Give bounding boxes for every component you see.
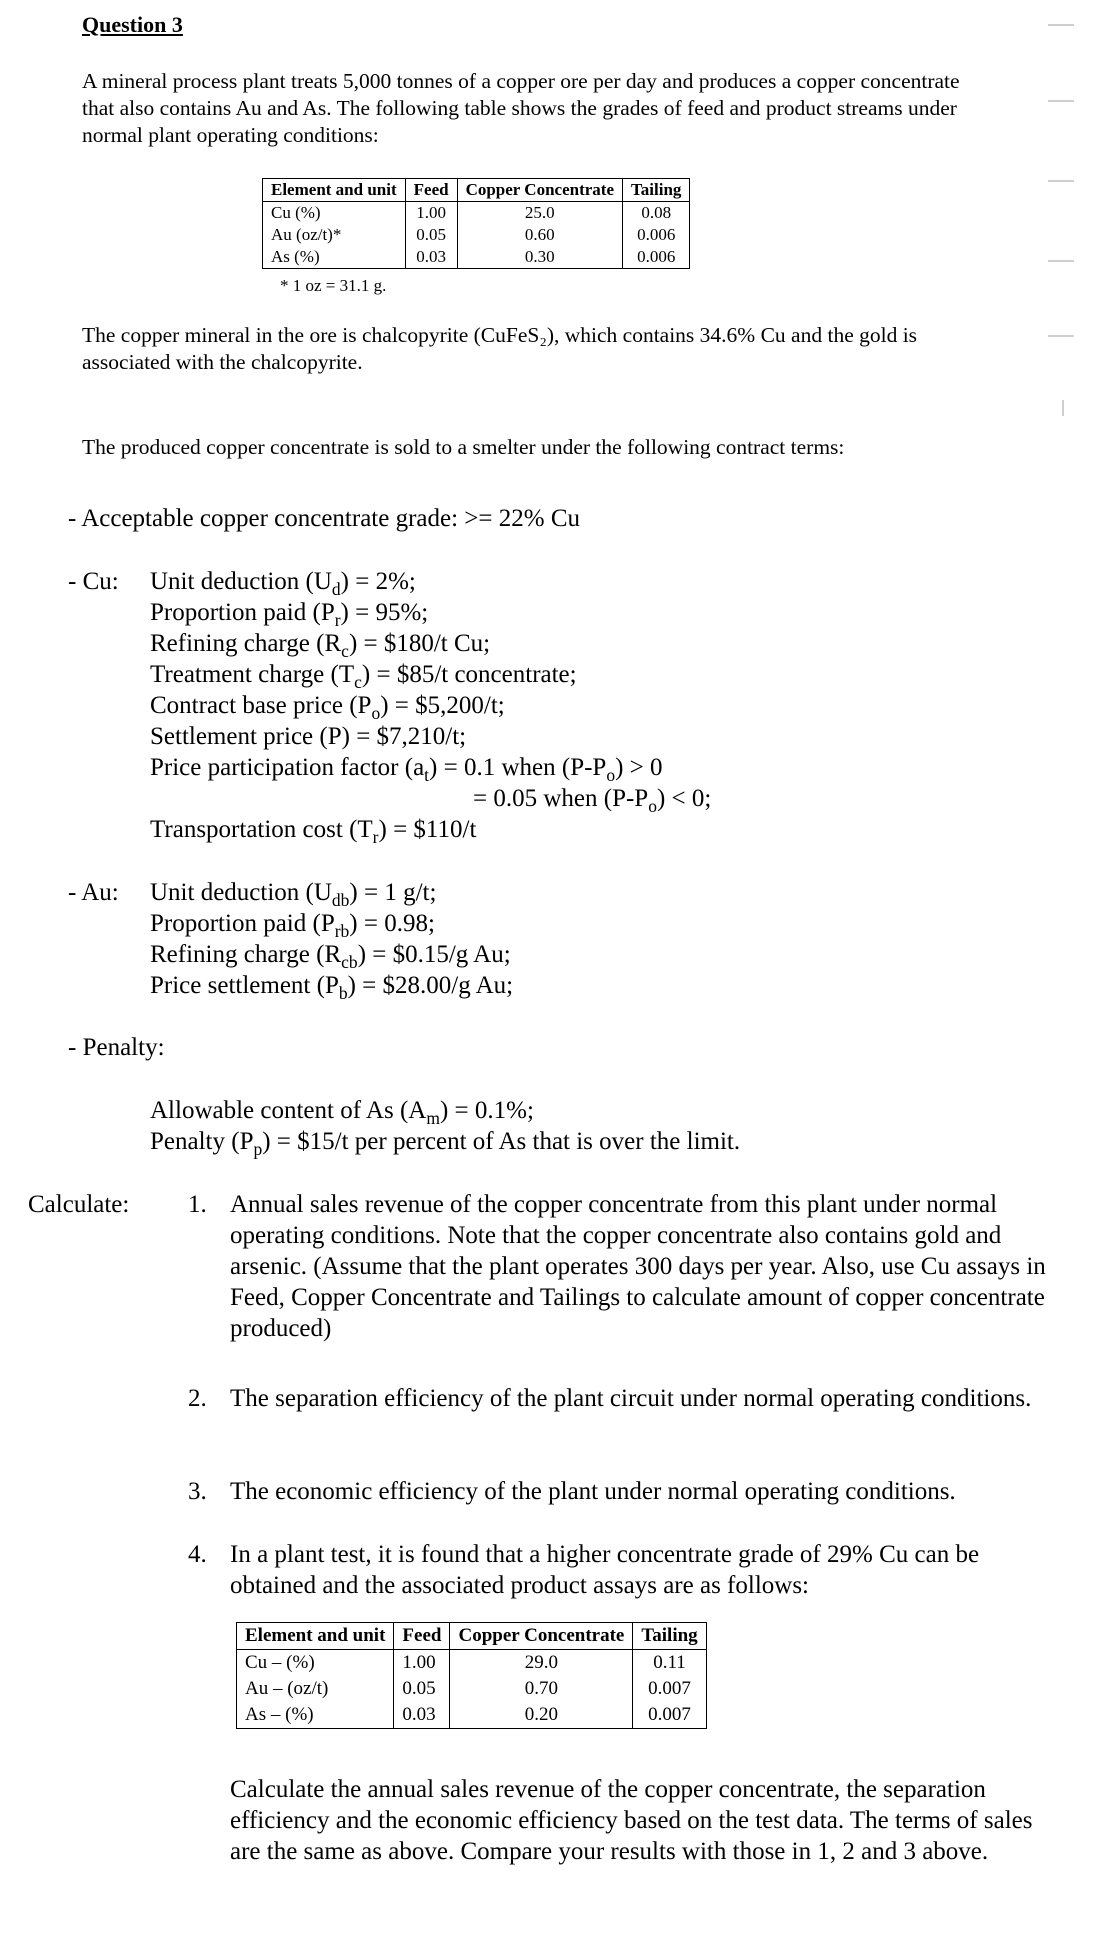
question-number: 4. [188,1541,207,1568]
table-cell: 0.30 [457,246,622,269]
table-header: Copper Concentrate [457,179,622,202]
table-cell: 0.007 [633,1702,706,1729]
table-cell: Cu – (%) [237,1650,394,1677]
question-number: 2. [188,1385,207,1412]
table-cell: 0.05 [405,224,457,246]
cu-refining-charge: Refining charge $(R_c)$ = $180/t Cu; [150,630,491,661]
table-cell: 29.0 [450,1650,633,1677]
table-cell: 0.03 [394,1702,450,1729]
table-cell: 0.006 [623,224,690,246]
au-unit-deduction: Unit deduction $(U_{db}) = 1$ g/t; [150,879,437,910]
question-number: 1. [188,1191,207,1218]
question-text: The separation efficiency of the plant circuit under normal operating conditions. [230,1385,1032,1412]
margin-mark [1062,400,1064,416]
table-cell: 25.0 [457,202,622,225]
contract-paragraph: The produced copper concentrate is sold to a smelter under the following contract terms: [82,435,845,459]
table-cell: 0.08 [623,202,690,225]
margin-mark [1048,24,1074,26]
cu-settlement-price: Settlement price (P) = $7,210/t; [150,723,467,750]
final-instructions: Calculate the annual sales revenue of the copper concentrate, the separation efficiency and the economic efficiency based on the test data. The terms of sales are the same as above. Compare your results with those in 1, 2 and 3 above. [230,1776,1033,1865]
table-header-row [263,179,690,202]
cu-transportation-cost: Transportation cost $(T_r)$ = $110/t [150,816,477,847]
penalty-label: - Penalty: [68,1034,165,1061]
margin-mark [1048,260,1074,262]
acceptable-grade: - Acceptable copper concentrate grade: >= 22% Cu [68,505,580,532]
table-cell: 0.05 [394,1676,450,1702]
au-refining-charge: Refining charge $(R_{cb})$ = $0.15/g Au; [150,941,511,972]
question-text: Annual sales revenue of the copper concentrate from this plant under normal operating conditions. Note that the copper concentrate also contains gold and arsenic. (Assume that the plant operates 300 days per year. Also, use Cu assays in Feed, Copper Concentrate and Tailings to calculate amount of copper concentrate produced) [230,1191,1046,1342]
question-text: The economic efficiency of the plant under normal operating conditions. [230,1478,956,1505]
question-number: 3. [188,1478,207,1505]
margin-mark [1048,335,1074,337]
table-cell: 1.00 [405,202,457,225]
table-cell: Au (oz/t)* [263,224,406,246]
cu-price-participation-alt: = 0.05 when $(P-P_o) < 0$; [473,785,712,816]
table-header: Feed [405,179,457,202]
table-cell: 0.03 [405,246,457,269]
cu-unit-deduction: Unit deduction $(U_d) = 2\%$; [150,568,416,599]
au-proportion-paid: Proportion paid $(P_{rb}) = 0.98$; [150,910,435,941]
table-header: Tailing [633,1623,706,1650]
table-row [237,1650,707,1677]
table-cell: Cu (%) [263,202,406,225]
mineral-paragraph: The copper mineral in the ore is chalcopyrite (CuFeS₂), which contains 34.6% Cu and the gold is associated with the chalcopyrite. [82,323,918,374]
cu-price-participation: Price participation factor $(a_t) = 0.1$ when $(P-P_o) > 0$ [150,754,663,785]
table-row [237,1702,707,1729]
table-row [263,202,690,225]
table-cell: 0.20 [450,1702,633,1729]
table-cell: 0.006 [623,246,690,269]
grades-table-test [236,1622,707,1729]
au-label: - Au: [68,879,119,906]
margin-mark [1048,180,1074,182]
cu-label: - Cu: [68,568,119,595]
cu-proportion-paid: Proportion paid $(P_r) = 95\%$; [150,599,429,630]
grades-table-normal [262,178,690,269]
penalty-allowable: Allowable content of As $(A_m) = 0.1\%$; [150,1097,534,1128]
table-footnote: * 1 oz = 31.1 g. [280,276,387,295]
table-header: Feed [394,1623,450,1650]
table-cell: 0.60 [457,224,622,246]
question-text: In a plant test, it is found that a higher concentrate grade of 29% Cu can be obtained and the associated product assays are as follows: [230,1541,980,1599]
cu-contract-base-price: Contract base price $(P_o)$ = $5,200/t; [150,692,505,723]
table-cell: 0.11 [633,1650,706,1677]
table-cell: 0.70 [450,1676,633,1702]
table-header: Element and unit [263,179,406,202]
intro-paragraph: A mineral process plant treats 5,000 tonnes of a copper ore per day and produces a copper concentrate that also contains Au and As. The following table shows the grades of feed and product streams under normal plant operating conditions: [82,69,960,147]
table-header: Element and unit [237,1623,394,1650]
table-cell: 0.007 [633,1676,706,1702]
table-cell: As – (%) [237,1702,394,1729]
table-header: Tailing [623,179,690,202]
cu-treatment-charge: Treatment charge $(T_c)$ = $85/t concentrate; [150,661,577,692]
table-cell: As (%) [263,246,406,269]
table-header: Copper Concentrate [450,1623,633,1650]
table-row [263,224,690,246]
table-row [237,1676,707,1702]
question-title: Question 3 [82,12,183,37]
table-header-row [237,1623,707,1650]
au-price-settlement: Price settlement $(P_b)$ = $28.00/g Au; [150,972,514,1003]
margin-mark [1048,100,1074,102]
table-row [263,246,690,269]
table-cell: 1.00 [394,1650,450,1677]
table-cell: Au – (oz/t) [237,1676,394,1702]
calculate-label: Calculate: [28,1191,130,1218]
penalty-rate: Penalty $(P_p)$ = $15/t per percent of As that is over the limit. [150,1128,741,1159]
